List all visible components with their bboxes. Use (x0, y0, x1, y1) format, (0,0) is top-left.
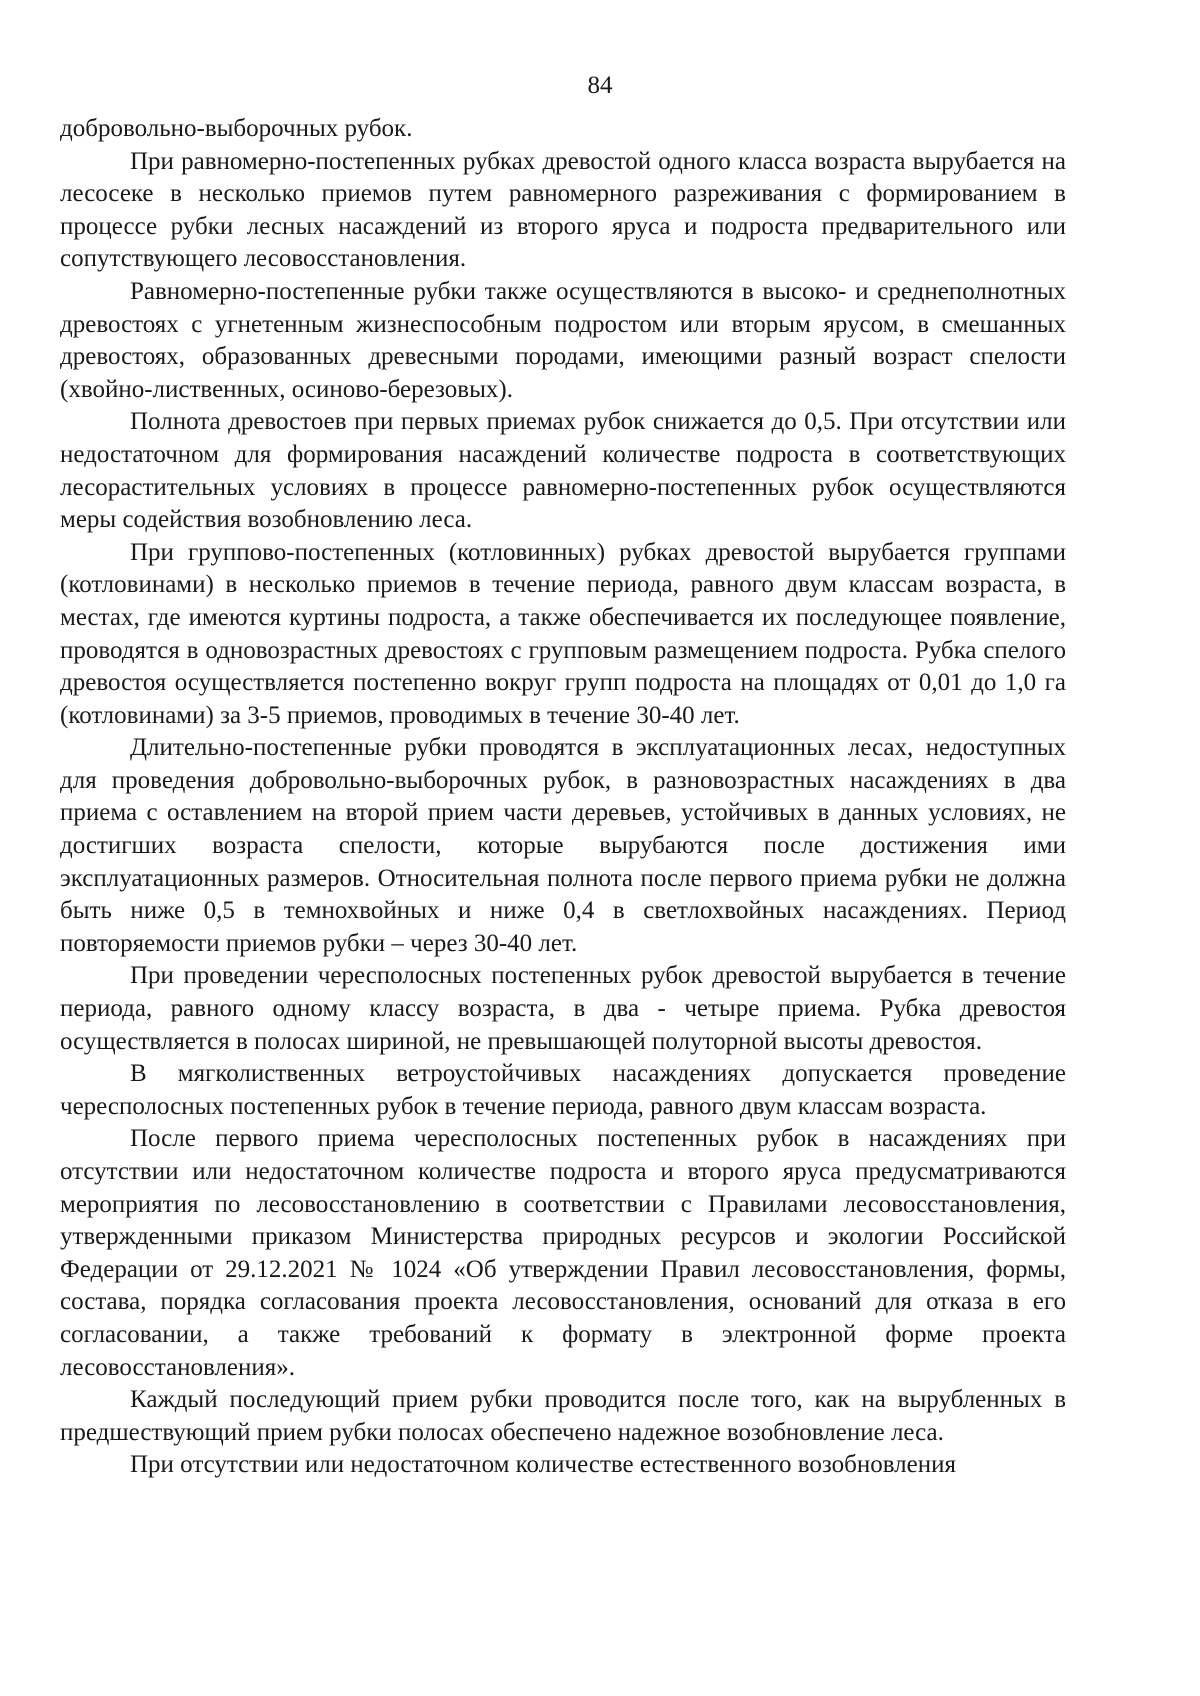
paragraph-continuation: добровольно-выборочных рубок. (60, 115, 413, 142)
paragraph-uniform-gradual-cutting: При равномерно-постепенных рубках древостой одного класса возраста вырубается на лесосеке в несколько приемов путем равномерного разреживания с формированием в процессе рубки лесных насаждений из второго яруса и подроста предварительного или сопутствующего лесовосстановления. (60, 147, 1066, 273)
paragraph-stand-density: Полнота древостоев при первых приемах рубок снижается до 0,5. При отсутствии или недостаточном для формирования насаждений количестве подроста в соответствующих лесорастительных условиях в процессе равномерно-постепенных рубок осуществляются меры содействия возобновлению леса. (60, 408, 1066, 534)
paragraph-subsequent-cutting: Каждый последующий прием рубки проводится после того, как на вырубленных в предшествующий прием рубки полосах обеспечено надежное возобновление леса. (60, 1386, 1066, 1446)
page-number: 84 (587, 72, 613, 99)
paragraph-reforestation-rules: После первого приема чересполосных постепенных рубок в насаждениях при отсутствии или недостаточном количестве подроста и второго яруса предусматриваются мероприятия по лесовосстановлению в соответствии с Правилами лесовосстановления, утвержденными приказом Министерства природных ресурсов и экологии Российской Федерации от 29.12.2021 № 1024 «Об утверждении Правил лесовосстановления, формы, состава, порядка согласования проекта лесовосстановления, оснований для отказа в его согласовании, а также требований к формату в электронной форме проекта лесовосстановления». (60, 1125, 1066, 1381)
paragraph-strip-gradual-cutting: При проведении чересполосных постепенных рубок древостой вырубается в течение периода, равного одному классу возраста, в два - четыре приема. Рубка древостоя осуществляется в полосах шириной, не превышающей полуторной высоты древостоя. (60, 962, 1066, 1055)
paragraph-uniform-gradual-stands: Равномерно-постепенные рубки также осуществляются в высоко- и среднеполнотных древостоях с угнетенным жизнеспособным подростом или вторым ярусом, в смешанных древостоях, образованных древесными породами, имеющими разный возраст спелости (хвойно-лиственных, осиново-березовых). (60, 277, 1066, 403)
paragraph-natural-regeneration: При отсутствии или недостаточном количестве естественного возобновления (130, 1451, 957, 1479)
paragraph-softwood-stands: В мягколиственных ветроустойчивых насаждениях допускается проведение чересполосных постепенных рубок в течение периода, равного двум классам возраста. (60, 1060, 1066, 1120)
paragraph-group-gradual-cutting: При группово-постепенных (котловинных) рубках древостой вырубается группами (котловинами) в несколько приемов в течение периода, равного двум классам возраста, в местах, где имеются куртины подроста, а также обеспечивается их последующее появление, проводятся в одновозрастных древостоях с групповым размещением подроста. Рубка спелого древостоя осуществляется постепенно вокруг групп подроста на площадях от 0,01 до 1,0 га (котловинами) за 3-5 приемов, проводимых в течение 30-40 лет. (60, 538, 1066, 729)
document-body (60, 113, 1066, 1482)
paragraph-long-term-gradual-cutting: Длительно-постепенные рубки проводятся в эксплуатационных лесах, недоступных для проведения добровольно-выборочных рубок, в разновозрастных насаждениях в два приема с оставлением на второй прием части деревьев, устойчивых в данных условиях, не достигших возраста спелости, которые вырубаются после достижения ими эксплуатационных размеров. Относительная полнота после первого приема рубки не должна быть ниже 0,5 в темнохвойных и ниже 0,4 в светлохвойных насаждениях. Период повторяемости приемов рубки – через 30-40 лет. (60, 734, 1066, 957)
